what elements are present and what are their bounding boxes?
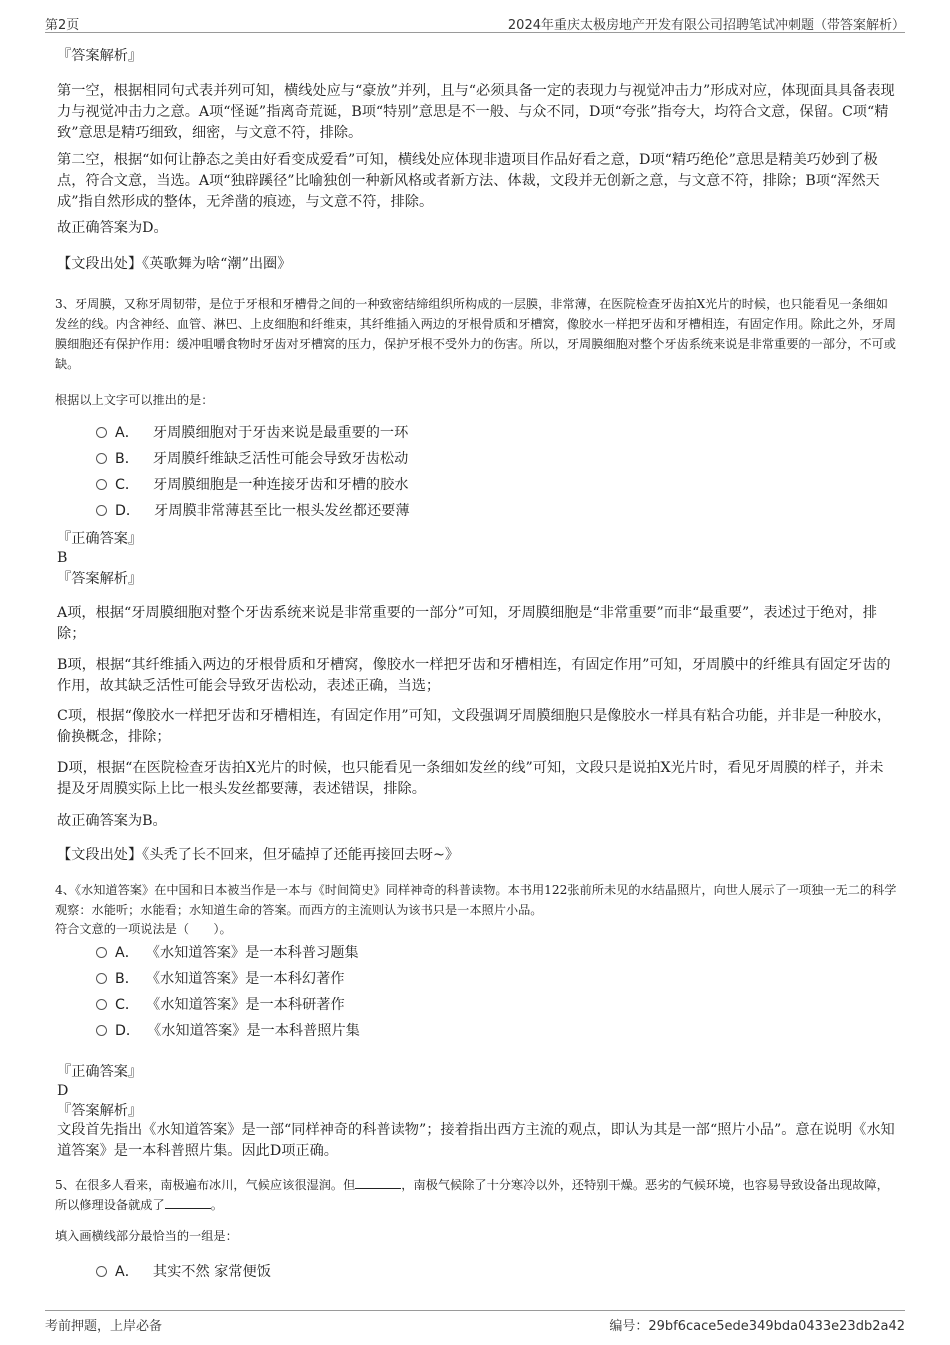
q3-answer: B xyxy=(57,550,68,566)
document-title: 2024年重庆太极房地产开发有限公司招聘笔试冲刺题（带答案解析） xyxy=(507,18,905,33)
q3-option-c[interactable] xyxy=(96,475,409,495)
q4-option-a[interactable] xyxy=(96,943,359,963)
radio-icon[interactable] xyxy=(96,947,107,958)
option-text: 牙周膜非常薄甚至比一根头发丝都还要薄 xyxy=(154,503,410,519)
fill-blank-2 xyxy=(165,1196,211,1209)
q5-stem-part3: 。 xyxy=(210,1198,223,1212)
q4-stem: 4、《水知道答案》在中国和日本被当作是一本与《时间简史》同样神奇的科普读物。本书用122张前所未见的水结晶照片，向世人展示了一项独一无二的科学观察：水能听；水能看；水知道生命的答案。而西方的主流则认为该书只是一本照片小品。 xyxy=(55,883,897,917)
q4-option-d[interactable] xyxy=(96,1021,360,1041)
option-label: D． xyxy=(115,1023,141,1039)
q3-source: 【文段出处】《头秃了长不回来，但牙磕掉了还能再接回去呀~》 xyxy=(57,847,460,863)
q4-analysis: 文段首先指出《水知道答案》是一部“同样神奇的科普读物”；接着指出西方主流的观点，即认为其是一部“照片小品”。意在说明《水知道答案》是一本科普照片集。因此D项正确。 xyxy=(57,1122,895,1159)
radio-icon[interactable] xyxy=(96,973,107,984)
document-id: 编号：29bf6cace5ede349bda0433e23db2a42 xyxy=(609,1319,905,1334)
q3-option-b[interactable] xyxy=(96,449,408,469)
q4-answer: D xyxy=(57,1083,69,1099)
q4-prompt: 符合文意的一项说法是（ ）。 xyxy=(55,922,232,936)
option-label: A． xyxy=(115,945,139,961)
option-label: B． xyxy=(115,451,139,467)
option-label: A． xyxy=(115,1264,139,1280)
page-footer xyxy=(45,1310,905,1334)
radio-icon[interactable] xyxy=(96,1025,107,1036)
page-number: 第2页 xyxy=(45,18,80,33)
q3-stem: 3、牙周膜，又称牙周韧带，是位于牙根和牙槽骨之间的一种致密结缔组织所构成的一层膜，非常薄，在医院检查牙齿拍X光片的时候，也只能看见一条细如发丝的线。内含神经、血管、淋巴、上皮细胞和纤维束，其纤维插入两边的牙根骨质和牙槽窝，像胶水一样把牙齿和牙槽相连，有固定作用。除此之外，牙周膜细胞还有保护作用：缓冲咀嚼食物时牙齿对牙槽窝的压力，保护牙根不受外力的伤害。所以，牙周膜细胞对整个牙齿系统来说是非常重要的一部分，不可或缺。 xyxy=(55,297,896,371)
q5-stem xyxy=(55,1175,897,1215)
q3-analysis-c: C项，根据“像胶水一样把牙齿和牙槽相连，有固定作用”可知，文段强调牙周膜细胞只是像胶水一样具有粘合功能，并非是一种胶水，偷换概念，排除； xyxy=(57,708,892,745)
q2-analysis-para2: 第二空，根据“如何让静态之美由好看变成爱看”可知，横线处应体现非遗项目作品好看之意，D项“精巧绝伦”意思是精美巧妙到了极点，符合文意，当选。A项“独辟蹊径”比喻独创一种新风格或者新方法、体裁，文段并无创新之意，与文意不符，排除；B项“浑然天成”指自然形成的整体，无斧凿的痕迹，与文意不符，排除。 xyxy=(57,152,880,210)
q4-option-b[interactable] xyxy=(96,969,344,989)
q2-conclusion: 故正确答案为D。 xyxy=(57,220,168,236)
q3-answer-heading: 『正确答案』 xyxy=(57,531,143,547)
option-text: 《水知道答案》是一本科研著作 xyxy=(153,997,345,1013)
q5-prompt: 填入画横线部分最恰当的一组是： xyxy=(55,1229,238,1243)
q5-stem-part2: ，南极气候除了十分寒冷以外，还特别干燥。恶劣的气候环境，也容易导致设备出现故障，所以修理设备就成了 xyxy=(55,1178,889,1212)
page-header xyxy=(45,12,905,33)
q3-analysis-a: A项，根据“牙周膜细胞对整个牙齿系统来说是非常重要的一部分”可知，牙周膜细胞是“非常重要”而非“最重要”，表述过于绝对，排除； xyxy=(57,605,877,642)
q5-option-a[interactable] xyxy=(96,1262,271,1282)
option-label: C． xyxy=(115,477,140,493)
footer-slogan: 考前押题，上岸必备 xyxy=(45,1319,163,1334)
option-text: 牙周膜纤维缺乏活性可能会导致牙齿松动 xyxy=(152,451,409,467)
q3-conclusion: 故正确答案为B。 xyxy=(57,813,167,829)
q4-answer-heading: 『正确答案』 xyxy=(57,1064,143,1080)
q3-analysis-d: D项，根据“在医院检查牙齿拍X光片的时候，也只能看见一条细如发丝的线”可知，文段只是说拍X光片时，看见牙周膜的样子，并未提及牙周膜实际上比一根头发丝都要薄，表述错误，排除。 xyxy=(57,760,884,797)
option-text: 《水知道答案》是一本科幻著作 xyxy=(152,971,345,987)
radio-icon[interactable] xyxy=(96,999,107,1010)
q3-prompt: 根据以上文字可以推出的是： xyxy=(55,393,214,407)
option-text: 其实不然 家常便饭 xyxy=(152,1264,271,1280)
q3-option-a[interactable] xyxy=(96,423,408,443)
q3-option-d[interactable] xyxy=(96,501,410,521)
option-label: D． xyxy=(115,503,141,519)
radio-icon[interactable] xyxy=(96,505,107,516)
fill-blank-1 xyxy=(355,1176,401,1189)
radio-icon[interactable] xyxy=(96,479,107,490)
radio-icon[interactable] xyxy=(96,427,107,438)
q3-analysis-b: B项，根据“其纤维插入两边的牙根骨质和牙槽窝，像胶水一样把牙齿和牙槽相连，有固定作用”可知，牙周膜中的纤维具有固定牙齿的作用，故其缺乏活性可能会导致牙齿松动，表述正确，当选； xyxy=(57,657,891,694)
q3-analysis-heading: 『答案解析』 xyxy=(57,571,143,587)
option-text: 牙周膜细胞对于牙齿来说是最重要的一环 xyxy=(152,425,409,441)
option-label: B． xyxy=(115,971,139,987)
q2-analysis-heading: 『答案解析』 xyxy=(57,48,143,64)
radio-icon[interactable] xyxy=(96,453,107,464)
option-text: 牙周膜细胞是一种连接牙齿和牙槽的胶水 xyxy=(153,477,409,493)
q2-source: 【文段出处】《英歌舞为啥“潮”出圈》 xyxy=(57,256,292,272)
q4-analysis-heading: 『答案解析』 xyxy=(57,1103,143,1119)
option-text: 《水知道答案》是一本科普习题集 xyxy=(152,945,359,961)
q4-option-c[interactable] xyxy=(96,995,345,1015)
q2-analysis-para1: 第一空，根据相同句式表并列可知，横线处应与“豪放”并列，且与“必须具备一定的表现力与视觉冲击力”形成对应，体现面具具备表现力与视觉冲击力之意。A项“怪诞”指离奇荒诞，B项“特别”意思是不一般、与众不同，D项“夸张”指夸大，均符合文意，保留。C项“精致”意思是精巧细致，细密，与文意不符，排除。 xyxy=(57,83,895,141)
option-label: C． xyxy=(115,997,140,1013)
q5-stem-part1: 5、在很多人看来，南极遍布冰川，气候应该很湿润。但 xyxy=(55,1178,356,1192)
option-label: A． xyxy=(115,425,139,441)
option-text: 《水知道答案》是一本科普照片集 xyxy=(154,1023,360,1039)
radio-icon[interactable] xyxy=(96,1266,107,1277)
